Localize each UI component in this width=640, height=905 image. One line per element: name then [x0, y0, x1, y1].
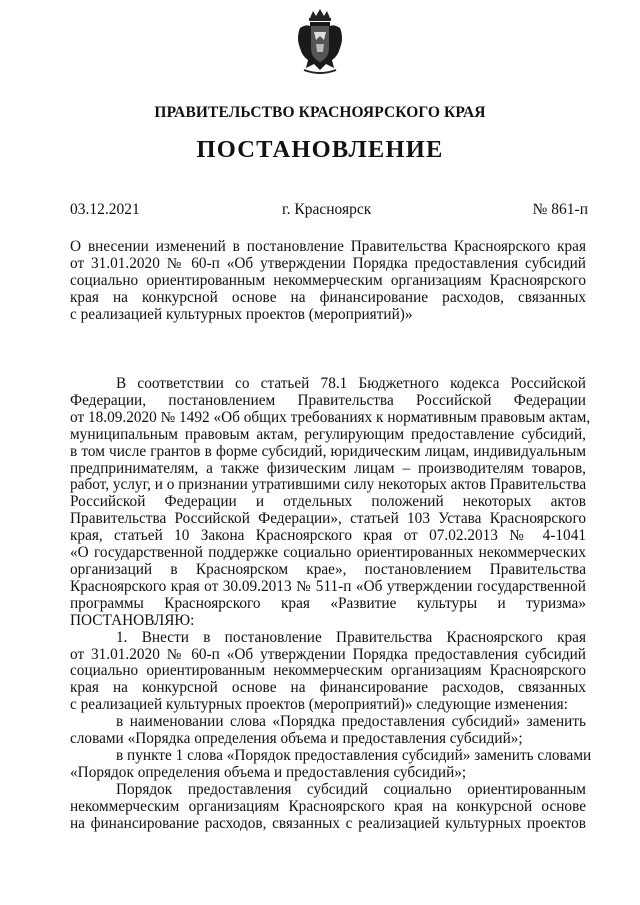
document-number: № 861-п — [532, 201, 588, 218]
title-line: социально ориентированным некоммерческим организациям Красноярского — [70, 271, 586, 289]
title-line: О внесении изменений в постановление Правительства Красноярского края — [70, 238, 586, 255]
body-line: с реализацией культурных проектов (мероприятий)» следующие изменения: — [70, 696, 568, 714]
body-line: от 31.01.2020 № 60-п «Об утверждении Порядка предоставления субсидий — [70, 645, 586, 663]
body-line: 1. Внести в постановление Правительства Красноярского края — [116, 628, 586, 646]
body-line: Красноярского края от 30.09.2013 № 511-п «Об утверждении государственной — [70, 577, 586, 595]
resolution-word: ПОСТАНОВЛЯЮ: — [70, 611, 195, 629]
body-line: организаций в Красноярском крае», постановлением Правительства — [70, 560, 586, 578]
body-line: В соответствии со статьей 78.1 Бюджетного кодекса Российской — [116, 375, 586, 392]
body-line: Федерации, постановлением Правительства Российской Федерации — [70, 391, 586, 409]
title-line: с реализацией культурных проектов (мероприятий)» — [70, 305, 413, 323]
body-line: муниципальным правовым актам, регулирующим предоставление субсидий, — [70, 425, 586, 443]
body-line: Правительства Российской Федерации», статьей 103 Устава Красноярского — [70, 510, 586, 528]
title-line: от 31.01.2020 № 60-п «Об утверждении Порядка предоставления субсидий — [70, 254, 586, 272]
body-line: словами «Порядка определения объема и предоставления субсидий»; — [70, 730, 523, 748]
coat-of-arms-emblem — [294, 8, 346, 74]
body-line: предпринимателям, а также физическим лицам – производителям товаров, — [70, 459, 586, 477]
organization-name: ПРАВИТЕЛЬСТВО КРАСНОЯРСКОГО КРАЯ — [154, 104, 486, 121]
document-title — [70, 239, 586, 324]
body-line: «Порядок определения объема и предоставления субсидий»; — [70, 763, 467, 781]
body-line: края, статьей 10 Закона Красноярского края от 07.02.2013 № 4-1041 — [70, 527, 586, 545]
body-line: от 18.09.2020 № 1492 «Об общих требованиях к нормативным правовым актам, — [70, 408, 591, 426]
body-line: в наименовании слова «Порядка предоставления субсидий» заменить — [116, 713, 586, 731]
body-line: на финансирование расходов, связанных с реализацией культурных проектов — [70, 814, 586, 832]
body-line: в пункте 1 слова «Порядок предоставления субсидий» заменить словами — [116, 746, 592, 764]
body-line: работ, услуг, и о признании утратившими силу некоторых актов Правительства — [70, 476, 587, 494]
body-line: «О государственной поддержке социально ориентированных некоммерческих — [70, 544, 586, 562]
body-line: Российской Федерации и отдельных положений некоторых актов — [70, 493, 586, 511]
document-body — [70, 375, 592, 832]
title-line: края на конкурсной основе на финансирование расходов, связанных — [70, 288, 586, 306]
document-date: 03.12.2021 — [70, 201, 140, 218]
body-line: Порядок предоставления субсидий социально ориентированным — [116, 780, 586, 798]
body-line: некоммерческим организациям Красноярского края на конкурсной основе — [70, 797, 586, 815]
document-city: г. Красноярск — [282, 201, 372, 218]
body-line: края на конкурсной основе на финансирование расходов, связанных — [70, 679, 586, 697]
body-line: социально ориентированным некоммерческим организациям Красноярского — [70, 662, 586, 680]
body-line: в том числе грантов в форме субсидий, юридическим лицам, индивидуальным — [70, 442, 586, 460]
document-type: ПОСТАНОВЛЕНИЕ — [196, 136, 444, 163]
body-line: программы Красноярского края «Развитие культуры и туризма» — [70, 594, 586, 612]
